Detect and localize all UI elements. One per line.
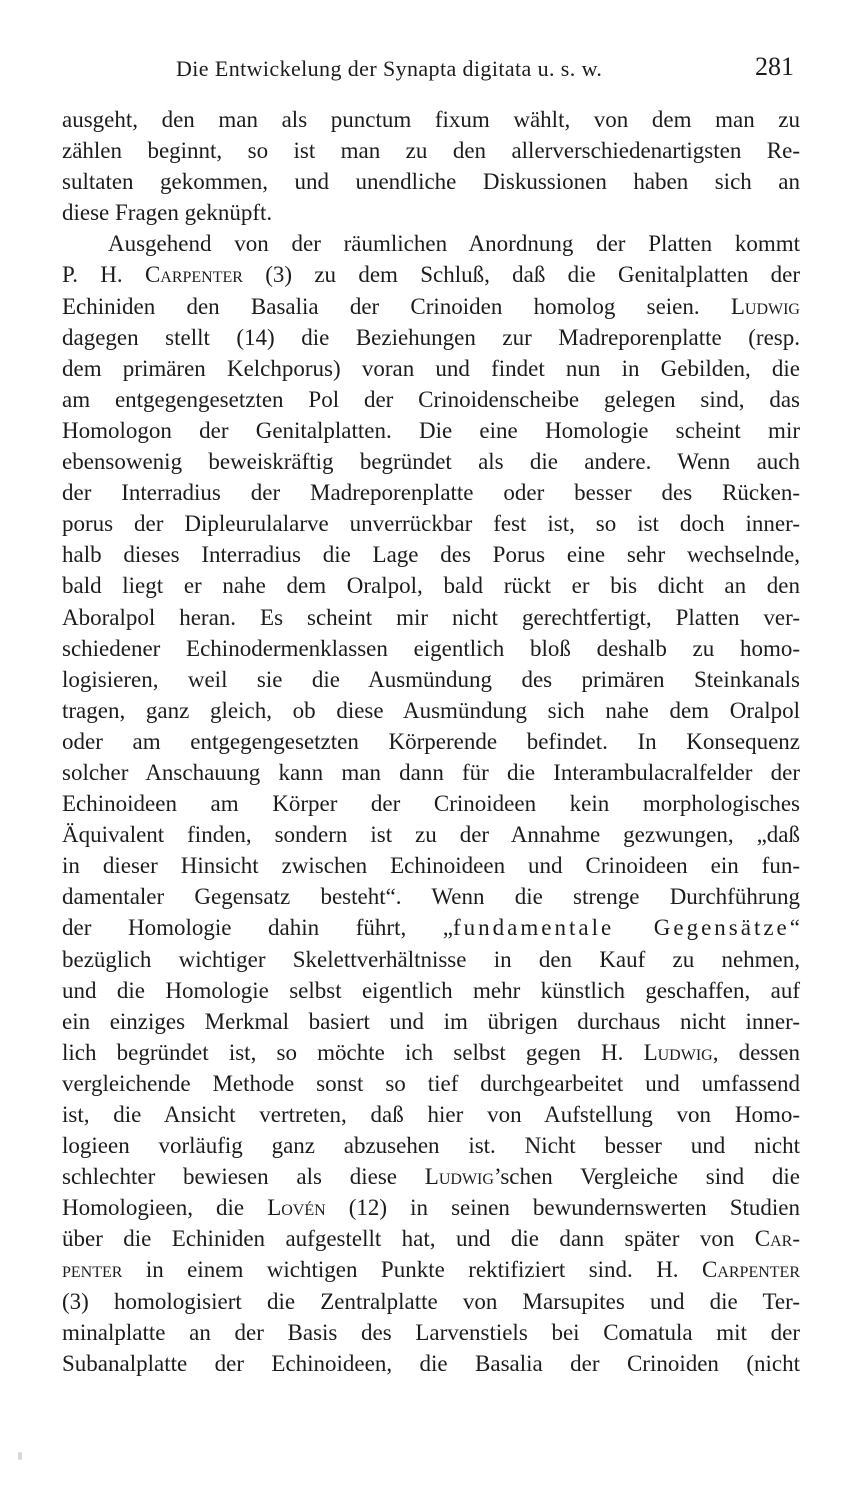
text-line: dagegen stellt (14) die Beziehungen zur Madreporenplatte (resp. [62,324,800,350]
text-line: über die Echiniden aufgestellt hat, und die dann später von Car- [62,1226,800,1252]
text-line: porus der Dipleurulalarve unverrückbar fest ist, so ist doch inner- [62,511,800,537]
author-name: Car- [754,1226,800,1252]
text-line: schiedener Echinodermenklassen eigentlich bloß deshalb zu homo- [62,635,800,661]
emphasized-phrase: fundamentale Gegensätze [453,915,790,941]
text-line: minalplatte an der Basis des Larvenstiels bei Comatula mit der [62,1319,800,1345]
text-line: damentaler Gegensatz besteht“. Wenn die strenge Durchführung [62,884,800,910]
author-name: Carpenter [701,1257,800,1283]
text-line: Aboralpol heran. Es scheint mir nicht gerechtfertigt, Platten ver- [62,604,800,630]
paper-speck [18,1452,22,1460]
body-text [62,104,800,1379]
text-line: der Interradius der Madreporenplatte oder besser des Rücken- [62,480,800,506]
text-line: Äquivalent finden, sondern ist zu der Annahme gezwungen, „daß [62,822,800,848]
text-line: dem primären Kelchporus) voran und findet nun in Gebilden, die [62,355,800,381]
text-line: und die Homologie selbst eigentlich mehr künstlich geschaffen, auf [62,977,800,1003]
text-line: in dieser Hinsicht zwischen Echinoideen und Crinoideen ein fun- [62,853,800,879]
author-name: Ludwig [643,1039,713,1065]
text-line: der Homologie dahin führt, „fundamentale Gegensätze“ [62,915,800,941]
text-line: lich begründet ist, so möchte ich selbst gegen H. Ludwig, dessen [62,1039,800,1065]
author-name: Lovén [267,1195,326,1221]
text-line: vergleichende Methode sonst so tief durchgearbeitet und umfassend [62,1070,800,1096]
author-name: Ludwig [424,1164,494,1190]
author-name: penter [62,1257,123,1283]
text-line: P. H. Carpenter (3) zu dem Schluß, daß die Genitalplatten der [62,262,800,288]
text-line: zählen beginnt, so ist man zu den allerverschiedenartigsten Re- [62,138,800,164]
text-line: halb dieses Interradius die Lage des Porus eine sehr wechselnde, [62,542,800,568]
author-name: Ludwig [730,293,800,319]
page-header [60,52,800,86]
text-line: tragen, ganz gleich, ob diese Ausmündung sich nahe dem Oralpol [62,697,800,723]
text-line: bezüglich wichtiger Skelettverhältnisse in den Kauf zu nehmen, [62,946,800,972]
text-line: schlechter bewiesen als diese Ludwig’schen Vergleiche sind die [62,1164,801,1190]
text-line: ist, die Ansicht vertreten, daß hier von Aufstellung von Homo- [62,1102,800,1127]
text-line: ein einziges Merkmal basiert und im übrigen durchaus nicht inner- [62,1008,800,1034]
text-line: Echiniden den Basalia der Crinoiden homolog seien. Ludwig [62,293,800,319]
text-line: ausgeht, den man als punctum fixum wählt, von dem man zu [62,107,800,132]
text-line: (3) homologisiert die Zentralplatte von Marsupites und die Ter- [62,1288,800,1314]
text-line: penter in einem wichtigen Punkte rektifiziert sind. H. Carpenter [62,1257,800,1283]
text-line: logisieren, weil sie die Ausmündung des primären Steinkanals [62,666,800,692]
page-number: 281 [755,52,794,81]
text-line: ebensowenig beweiskräftig begründet als die andere. Wenn auch [62,449,800,475]
running-title: Die Entwickelung der Synapta digitata u. s. w. [176,56,603,81]
text-line: solcher Anschauung kann man dann für die Interambulacralfelder der [62,759,800,785]
text-line: am entgegengesetzten Pol der Crinoidenscheibe gelegen sind, das [62,386,800,412]
text-line: Ausgehend von der räumlichen Anordnung der Platten kommt [108,231,800,257]
text-line: Subanalplatte der Echinoideen, die Basalia der Crinoiden (nicht [62,1350,800,1376]
text-line: bald liegt er nahe dem Oralpol, bald rückt er bis dicht an den [62,573,800,599]
text-line: oder am entgegengesetzten Körperende befindet. In Konsequenz [62,728,800,754]
text-line: Homologon der Genitalplatten. Die eine Homologie scheint mir [62,417,800,443]
text-line: sultaten gekommen, und unendliche Diskussionen haben sich an [62,169,800,195]
text-line: diese Fragen geknüpft. [62,200,273,226]
author-name: Carpenter [144,262,243,288]
text-line: Echinoideen am Körper der Crinoideen kein morphologisches [62,791,800,817]
text-line: logieen vorläufig ganz abzusehen ist. Nicht besser und nicht [62,1133,800,1159]
text-line: Homologieen, die Lovén (12) in seinen bewundernswerten Studien [62,1195,800,1221]
